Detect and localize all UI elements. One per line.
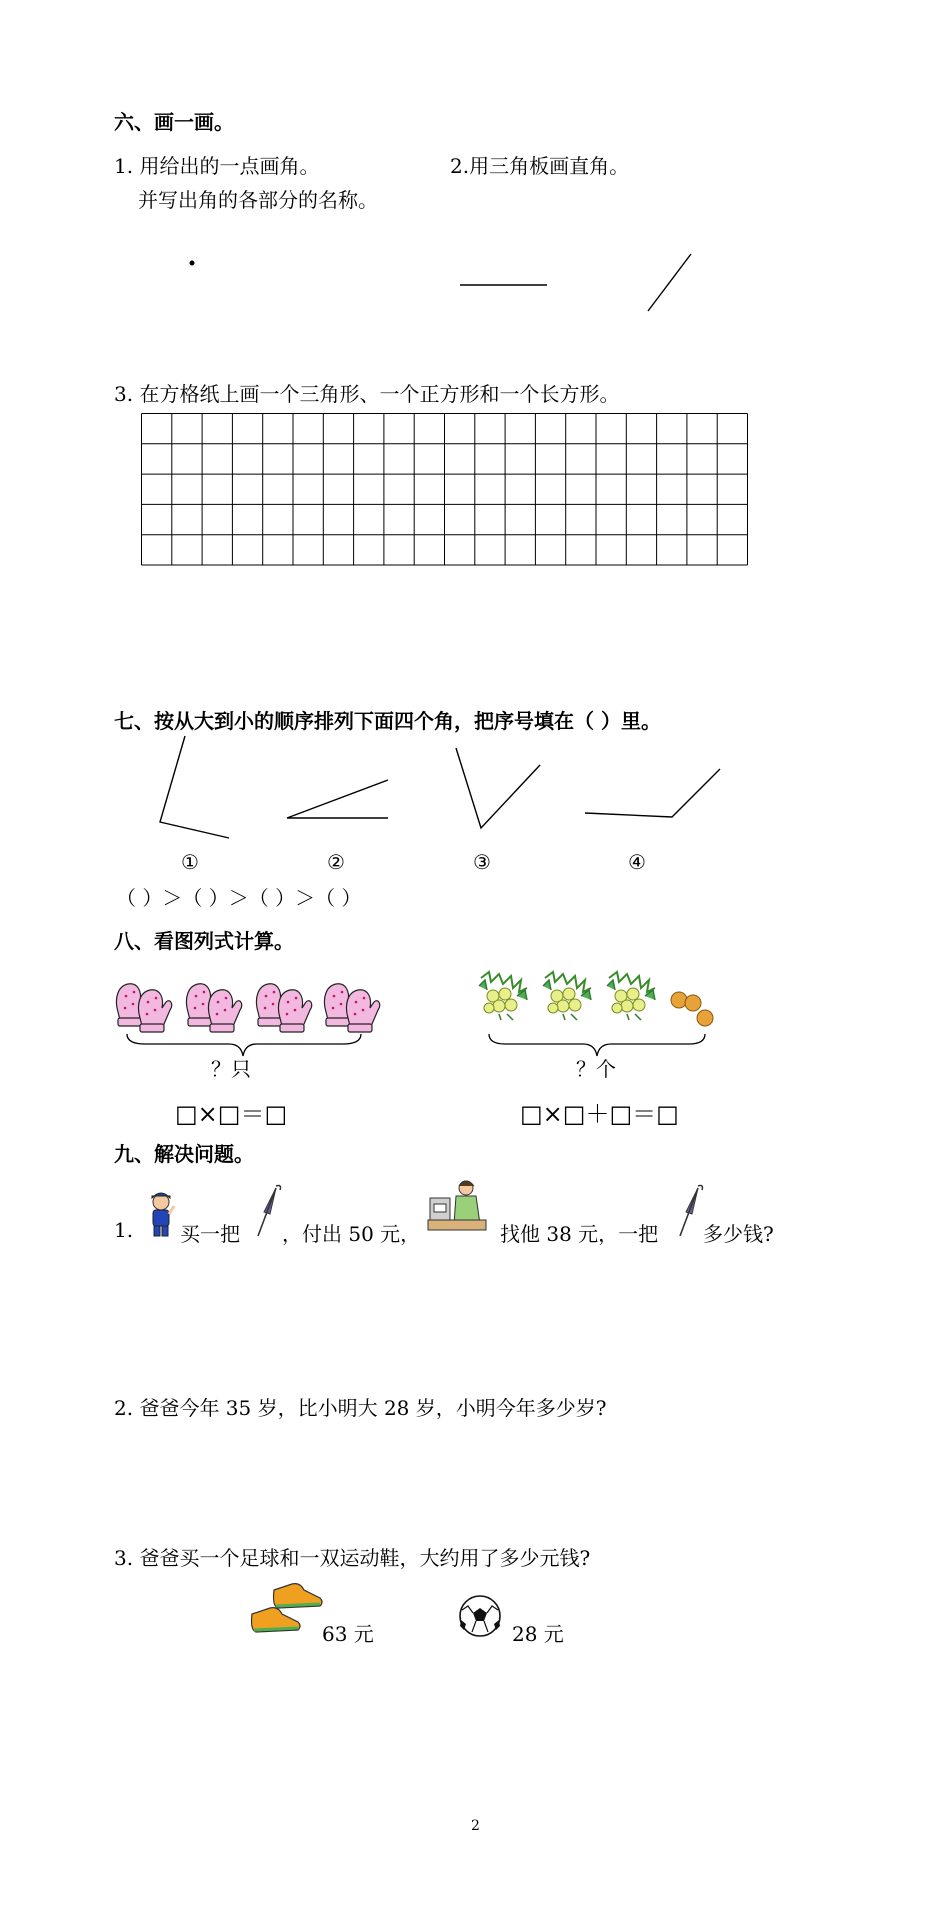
given-line-slanted — [648, 254, 691, 311]
umbrella-icon — [676, 1182, 706, 1240]
question-9-1-text-c: 找他 38 元，一把 — [500, 1222, 659, 1246]
section-8-heading: 八、看图列式计算。 — [114, 929, 294, 953]
umbrella-icon — [254, 1182, 284, 1240]
angle-label-4: ④ — [628, 850, 646, 874]
section-7-heading: 七、按从大到小的顺序排列下面四个角，把序号填在（ ）里。 — [114, 709, 661, 733]
page-number: 2 — [471, 1818, 480, 1834]
mitten-pair-icon — [186, 984, 241, 1032]
question-9-1-number: 1. — [114, 1218, 134, 1242]
question-9-1-text-d: 多少钱? — [703, 1222, 774, 1246]
four-angles — [0, 720, 950, 850]
soccer-ball-price: 28 元 — [512, 1622, 564, 1646]
angle-order-answer-line[interactable]: （ ）＞（ ）＞（ ）＞（ ） — [116, 886, 362, 910]
question-6-2: 2.用三角板画直角。 — [450, 154, 630, 178]
angle-4 — [585, 769, 720, 817]
shopkeeper-icon — [426, 1176, 488, 1240]
sneakers-price: 63 元 — [322, 1622, 374, 1646]
mitten-pair-icon — [116, 984, 171, 1032]
question-6-3: 3. 在方格纸上画一个三角形、一个正方形和一个长方形。 — [114, 382, 620, 406]
angle-3 — [456, 748, 540, 828]
left-caption: ？只 — [211, 1057, 251, 1081]
right-caption: ？个 — [576, 1057, 616, 1081]
question-9-3: 3. 爸爸买一个足球和一双运动鞋，大约用了多少元钱? — [114, 1546, 591, 1570]
question-9-1-text-b: ，付出 50 元， — [282, 1222, 421, 1246]
grape-bunch-icon — [607, 972, 655, 1020]
fruit-picture — [475, 962, 725, 1032]
angle-label-1: ① — [181, 850, 199, 874]
given-point — [190, 261, 195, 266]
section-9-heading: 九、解决问题。 — [114, 1142, 254, 1166]
section-6-drawings — [0, 0, 950, 330]
angle-label-3: ③ — [473, 850, 491, 874]
question-9-2: 2. 爸爸今年 35 岁，比小明大 28 岁，小明今年多少岁? — [114, 1396, 607, 1420]
orange-icon — [671, 992, 713, 1026]
section-6-heading: 六、画一画。 — [114, 110, 234, 134]
question-6-1-line2: 并写出角的各部分的名称。 — [138, 188, 378, 212]
left-formula[interactable]: □×□＝□ — [175, 1100, 288, 1128]
angle-1 — [160, 736, 229, 838]
question-9-1-text-a: 买一把 — [180, 1222, 240, 1246]
right-formula[interactable]: □×□＋□＝□ — [520, 1100, 679, 1128]
boy-icon — [146, 1188, 176, 1240]
sneakers-icon — [248, 1578, 324, 1640]
question-6-1: 1. 用给出的一点画角。 — [114, 154, 320, 178]
mitten-pair-icon — [256, 984, 311, 1032]
soccer-ball-icon — [458, 1594, 504, 1638]
angle-2 — [287, 780, 388, 818]
square-grid-paper[interactable] — [141, 413, 750, 563]
grape-bunch-icon — [543, 972, 591, 1020]
grape-bunch-icon — [479, 972, 527, 1020]
mitten-pair-icon — [324, 984, 379, 1032]
angle-label-2: ② — [327, 850, 345, 874]
